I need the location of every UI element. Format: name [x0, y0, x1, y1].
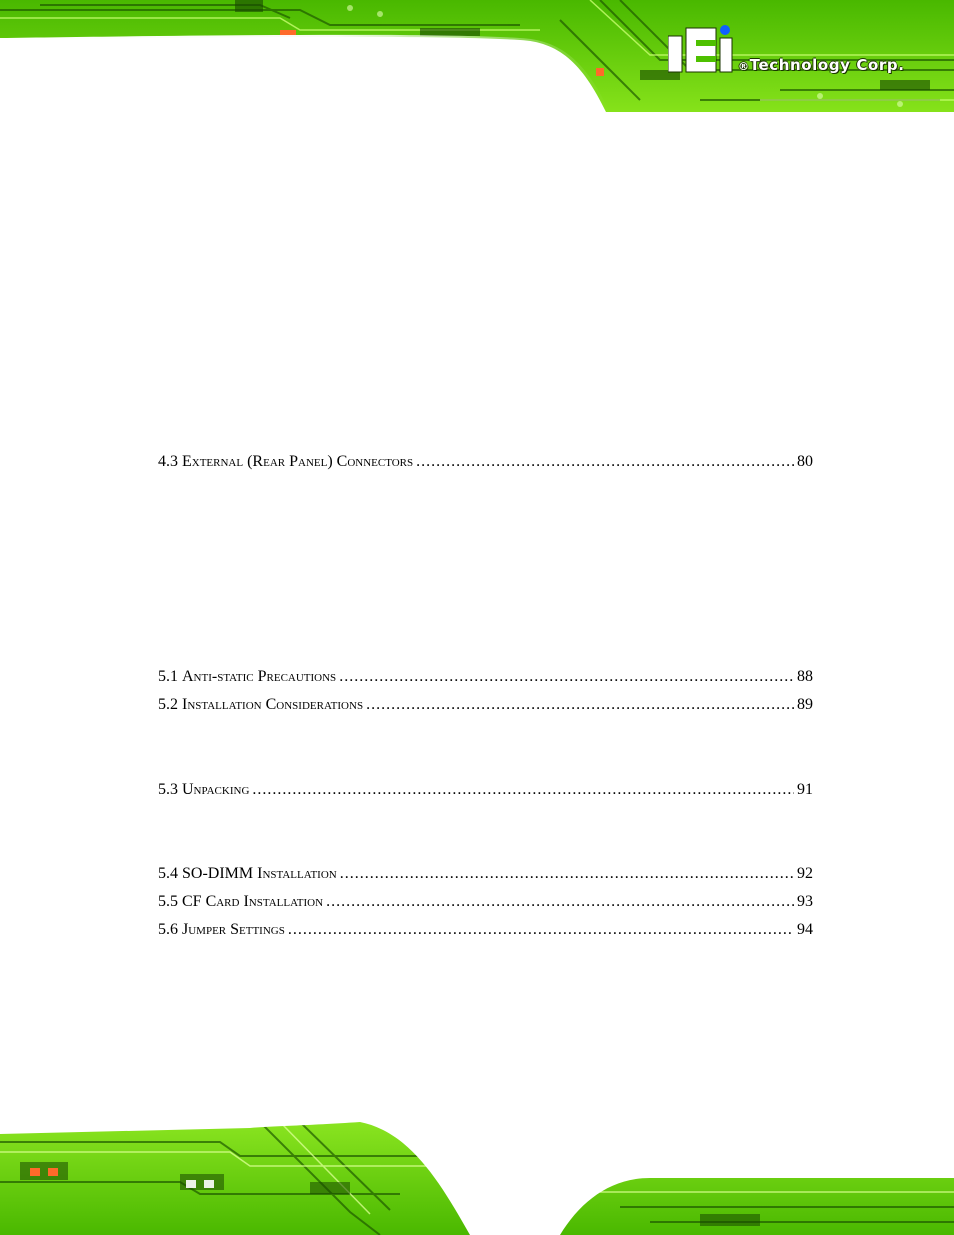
toc-number: 5.1	[158, 668, 178, 685]
toc-title: Unpacking	[182, 781, 250, 798]
toc-entry-5-1[interactable]	[158, 666, 813, 688]
toc-number: 4.3	[158, 453, 178, 470]
toc-title: External (Rear Panel) Connectors	[182, 453, 414, 470]
toc-leader	[339, 666, 794, 688]
toc-title: Installation Considerations	[182, 696, 364, 713]
toc-title: CF Card Installation	[182, 893, 324, 910]
toc-page: 94	[797, 921, 813, 938]
toc-page: 93	[797, 893, 813, 910]
toc-entry-5-3[interactable]	[158, 779, 813, 801]
toc-entry-5-2[interactable]	[158, 694, 813, 716]
toc-entry-5-5[interactable]	[158, 891, 813, 913]
company-name: ®Technology Corp.	[738, 56, 905, 74]
toc-entry-4-3[interactable]	[158, 451, 813, 473]
toc-leader	[366, 694, 794, 716]
company-logo	[668, 24, 938, 84]
toc-page: 89	[797, 696, 813, 713]
pcb-footer-graphic	[0, 1122, 954, 1235]
toc-number: 5.4	[158, 865, 178, 882]
toc-title: Anti-static Precautions	[182, 668, 337, 685]
toc-page: 91	[797, 781, 813, 798]
toc-entry-5-6[interactable]	[158, 919, 813, 941]
toc-page: 80	[797, 453, 813, 470]
toc-number: 5.2	[158, 696, 178, 713]
toc-leader	[340, 863, 794, 885]
toc-title: Jumper Settings	[182, 921, 285, 938]
iei-logo-icon	[668, 24, 740, 80]
toc-leader	[416, 451, 794, 473]
footer-banner	[0, 1122, 954, 1235]
toc-page: 92	[797, 865, 813, 882]
toc-leader	[252, 779, 794, 801]
toc-page: 88	[797, 668, 813, 685]
toc-leader	[288, 919, 794, 941]
toc-title: SO-DIMM Installation	[182, 865, 337, 882]
header-banner	[0, 0, 954, 112]
toc-entry-5-4[interactable]	[158, 863, 813, 885]
toc-number: 5.3	[158, 781, 178, 798]
toc-number: 5.5	[158, 893, 178, 910]
toc-number: 5.6	[158, 921, 178, 938]
toc-leader	[326, 891, 794, 913]
